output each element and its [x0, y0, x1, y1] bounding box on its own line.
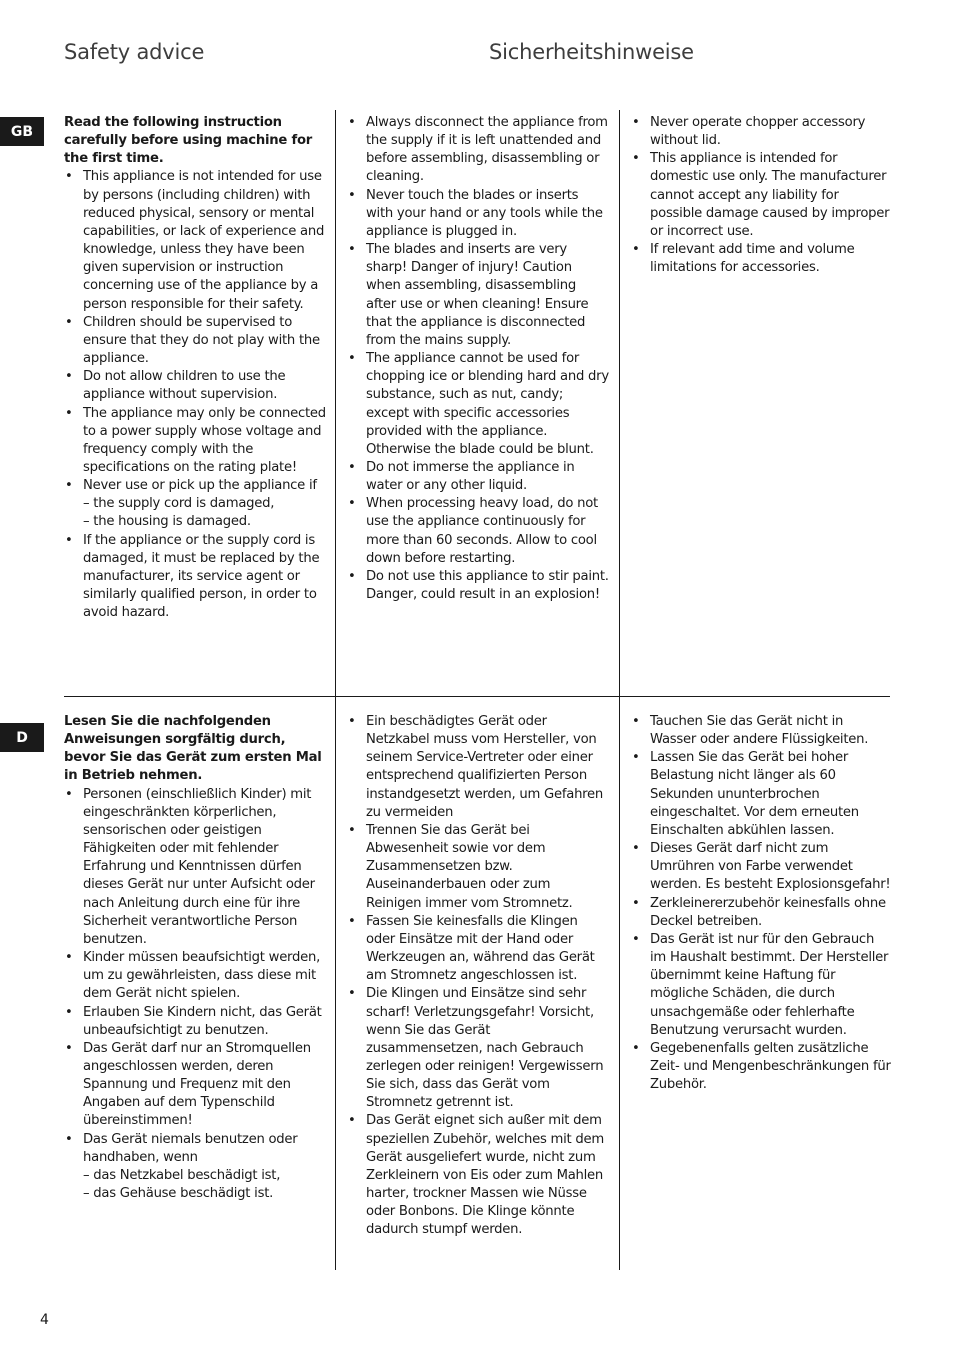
- page-title-english: Safety advice: [64, 40, 205, 64]
- page-number: 4: [40, 1312, 49, 1328]
- list-item: • Never touch the blades or inserts with your hand or any tools while the appliance is plugged in.: [347, 187, 609, 241]
- d-intro: Lesen Sie die nachfolgenden Anweisungen sorgfältig durch, bevor Sie das Gerät zum ersten Mal in Betrieb nehmen.: [64, 714, 322, 784]
- language-tab-d: D: [0, 723, 44, 752]
- gb-list-1: [64, 168, 326, 622]
- list-item: • Do not allow children to use the appliance without supervision.: [64, 368, 326, 404]
- gb-column-3: [631, 114, 893, 277]
- list-item: • The blades and inserts are very sharp! Danger of injury! Caution when assembling, disassembling after use or when cleaning! Ensure that the appliance is disconnected from the mains supply.: [347, 241, 609, 350]
- list-item: • Trennen Sie das Gerät bei Abwesenheit sowie vor dem Zusammensetzen bzw. Auseinanderbauen oder zum Reinigen immer vom Stromnetz.: [347, 822, 609, 913]
- d-column-3: [631, 713, 893, 1094]
- list-subitem: – the housing is damaged.: [83, 514, 251, 530]
- list-item: • Personen (einschließlich Kinder) mit eingeschränkten körperlichen, sensorischen oder geistigen Fähigkeiten oder mit fehlender Erfahrung und Kenntnissen dürfen dieses Gerät nur unter Aufsicht oder nach Anleitung durch eine für ihre Sicherheit verantwortliche Person benutzen.: [64, 786, 326, 949]
- list-item: • Zerkleinererzubehör keinesfalls ohne Deckel betreiben.: [631, 895, 893, 931]
- list-item: • Kinder müssen beaufsichtigt werden, um zu gewährleisten, dass diese mit dem Gerät nicht spielen.: [64, 949, 326, 1003]
- gb-list-2: [347, 114, 609, 604]
- list-item: • Das Gerät ist nur für den Gebrauch im Haushalt bestimmt. Der Hersteller übernimmt keine Haftung für mögliche Schäden, die durch unsachgemäße oder fehlerhafte Benutzung verursacht wurden.: [631, 931, 893, 1040]
- list-item: • Ein beschädigtes Gerät oder Netzkabel muss vom Hersteller, von seinem Service-Vertreter oder einer entsprechend qualifizierten Person instandgesetzt werden, um Gefahren zu vermeiden: [347, 713, 609, 822]
- list-item: • Dieses Gerät darf nicht zum Umrühren von Farbe verwendet werden. Es besteht Explosionsgefahr!: [631, 840, 893, 894]
- list-item-text: • Das Gerät niemals benutzen oder handhaben, wenn: [83, 1131, 298, 1165]
- list-subitem: – das Gehäuse beschädigt ist.: [83, 1186, 274, 1202]
- list-item: • Never operate chopper accessory without lid.: [631, 114, 893, 150]
- list-item: • Fassen Sie keinesfalls die Klingen oder Einsätze mit der Hand oder Werkzeugen an, während das Gerät am Stromnetz angeschlossen ist.: [347, 913, 609, 986]
- section-divider: [64, 696, 890, 697]
- gb-list-3: [631, 114, 893, 277]
- list-item: • Do not use this appliance to stir paint. Danger, could result in an explosion!: [347, 568, 609, 604]
- list-item: • Erlauben Sie Kindern nicht, das Gerät unbeaufsichtigt zu benutzen.: [64, 1004, 326, 1040]
- list-item: • This appliance is intended for domestic use only. The manufacturer cannot accept any liability for possible damage caused by improper or incorrect use.: [631, 150, 893, 241]
- d-list-1: [64, 786, 326, 1204]
- d-list-3: [631, 713, 893, 1094]
- list-item: • If relevant add time and volume limitations for accessories.: [631, 241, 893, 277]
- list-item: • Die Klingen und Einsätze sind sehr scharf! Verletzungsgefahr! Vorsicht, wenn Sie das Gerät zusammensetzen, nach Gebrauch zerlegen oder reinigen! Vergewissern Sie sich, dass das Gerät vom Stromnetz getrennt ist.: [347, 985, 609, 1112]
- list-item-text: • Never use or pick up the appliance if: [83, 478, 317, 494]
- page-title-german: Sicherheitshinweise: [489, 40, 694, 64]
- column-divider-left: [335, 110, 336, 1270]
- gb-intro: Read the following instruction carefully before using machine for the first time.: [64, 115, 313, 167]
- list-item: • Das Gerät darf nur an Stromquellen angeschlossen werden, deren Spannung und Frequenz mit den Angaben auf dem Typenschild übereinstimmen!: [64, 1040, 326, 1131]
- list-item: • Gegebenenfalls gelten zusätzliche Zeit- und Mengenbeschränkungen für Zubehör.: [631, 1040, 893, 1094]
- language-tab-gb: GB: [0, 117, 44, 146]
- column-divider-right: [619, 110, 620, 1270]
- list-item: • Das Gerät eignet sich außer mit dem speziellen Zubehör, welches mit dem Gerät ausgeliefert wurde, nicht zum Zerkleinern von Eis oder zum Mahlen harter, trockner Massen wie Nüsse oder Bonbons. Die Klinge könnte dadurch stumpf werden.: [347, 1112, 609, 1239]
- gb-column-2: [347, 114, 609, 604]
- gb-column-1: [64, 114, 326, 622]
- list-item: • Tauchen Sie das Gerät nicht in Wasser oder andere Flüssigkeiten.: [631, 713, 893, 749]
- d-list-2: [347, 713, 609, 1240]
- list-item: • When processing heavy load, do not use the appliance continuously for more than 60 seconds. Allow to cool down before restarting.: [347, 495, 609, 568]
- d-column-1: [64, 713, 326, 1203]
- list-item: • The appliance may only be connected to a power supply whose voltage and frequency comply with the specifications on the rating plate!: [64, 405, 326, 478]
- list-item: • Children should be supervised to ensure that they do not play with the appliance.: [64, 314, 326, 368]
- list-item: • This appliance is not intended for use by persons (including children) with reduced physical, sensory or mental capabilities, or lack of experience and knowledge, unless they have been given supervision or instruction concerning use of the appliance by a person responsible for their safety.: [64, 168, 326, 313]
- list-item: [64, 477, 326, 531]
- list-item: [64, 1131, 326, 1204]
- list-item: • Do not immerse the appliance in water or any other liquid.: [347, 459, 609, 495]
- list-item: • The appliance cannot be used for chopping ice or blending hard and dry substance, such as nut, candy; except with specific accessories provided with the appliance. Otherwise the blade could be blunt.: [347, 350, 609, 459]
- list-item: • Always disconnect the appliance from the supply if it is left unattended and before assembling, disassembling or cleaning.: [347, 114, 609, 187]
- list-item: • Lassen Sie das Gerät bei hoher Belastung nicht länger als 60 Sekunden ununterbrochen eingeschaltet. Vor dem erneuten Einschalten abkühlen lassen.: [631, 749, 893, 840]
- list-subitem: – das Netzkabel beschädigt ist,: [83, 1167, 281, 1183]
- list-subitem: – the supply cord is damaged,: [83, 496, 275, 512]
- list-item: • If the appliance or the supply cord is damaged, it must be replaced by the manufacturer, its service agent or similarly qualified person, in order to avoid hazard.: [64, 532, 326, 623]
- d-column-2: [347, 713, 609, 1240]
